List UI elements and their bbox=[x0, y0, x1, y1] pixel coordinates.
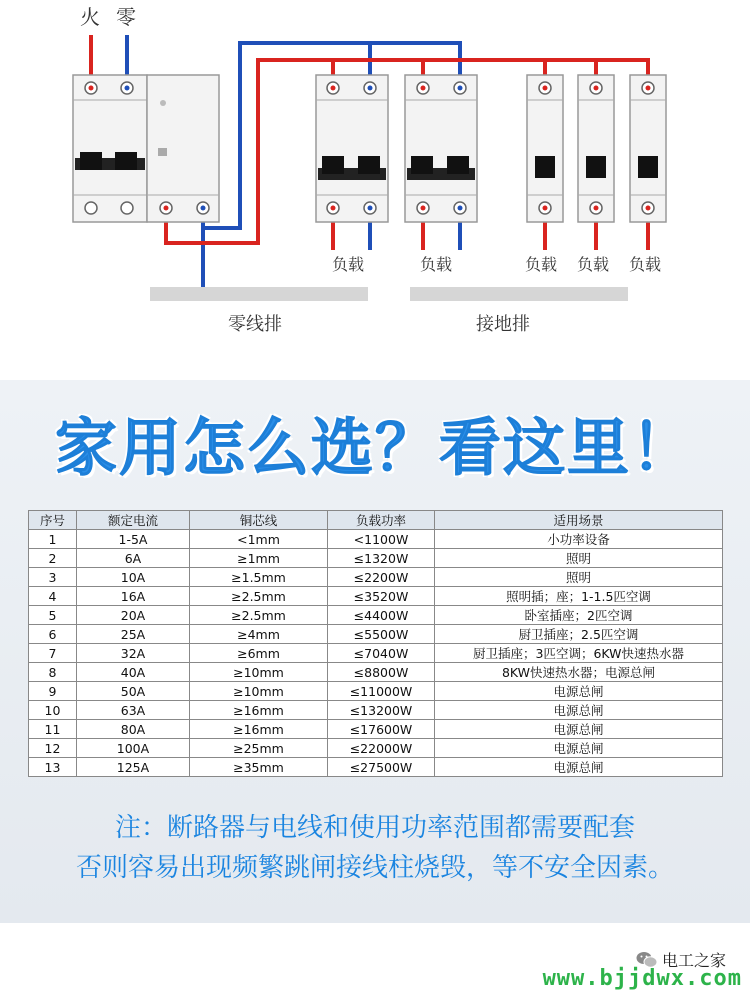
ground-busbar bbox=[410, 287, 628, 301]
ground-bar-label: 接地排 bbox=[476, 314, 530, 335]
load-label: 负载 bbox=[525, 255, 558, 274]
table-cell: ≥16mm bbox=[190, 720, 328, 739]
table-cell: 照明插；座；1-1.5匹空调 bbox=[435, 587, 723, 606]
table-cell: 125A bbox=[77, 758, 190, 777]
table-cell: ≥4mm bbox=[190, 625, 328, 644]
safety-note bbox=[0, 808, 750, 888]
live-label: 火 bbox=[80, 5, 100, 29]
table-row bbox=[29, 682, 723, 701]
main-breaker bbox=[73, 75, 147, 222]
table-cell: ≥35mm bbox=[190, 758, 328, 777]
table-cell: ≥25mm bbox=[190, 739, 328, 758]
table-cell: 100A bbox=[77, 739, 190, 758]
header-cell: 铜芯线 bbox=[190, 511, 328, 530]
table-row bbox=[29, 625, 723, 644]
table-cell: 6 bbox=[29, 625, 77, 644]
table-cell: 4 bbox=[29, 587, 77, 606]
note-line: 否则容易出现频繁跳闸接线柱烧毁，等不安全因素。 bbox=[75, 853, 674, 883]
headline: 家用怎么选？看这里！ bbox=[54, 411, 695, 484]
table-cell: 5 bbox=[29, 606, 77, 625]
table-cell: ≤8800W bbox=[328, 663, 435, 682]
header-cell: 序号 bbox=[29, 511, 77, 530]
table-cell: 8 bbox=[29, 663, 77, 682]
branch-breaker-2p bbox=[316, 75, 388, 222]
branch-breaker-2p bbox=[405, 75, 477, 222]
neutral-label: 零 bbox=[116, 5, 136, 29]
rcd-module bbox=[147, 75, 219, 222]
table-row bbox=[29, 701, 723, 720]
header-cell: 负载功率 bbox=[328, 511, 435, 530]
table-cell: 2 bbox=[29, 549, 77, 568]
note-line: 注：断路器与电线和使用功率范围都需要配套 bbox=[114, 813, 635, 843]
table-row bbox=[29, 720, 723, 739]
table-cell: 63A bbox=[77, 701, 190, 720]
table-cell: 卧室插座；2匹空调 bbox=[435, 606, 723, 625]
watermark-site: www.bjjdwx.com bbox=[542, 966, 742, 991]
table-cell: 10 bbox=[29, 701, 77, 720]
table-cell: 20A bbox=[77, 606, 190, 625]
table-cell: ≥16mm bbox=[190, 701, 328, 720]
table-cell: <1100W bbox=[328, 530, 435, 549]
table-cell: 40A bbox=[77, 663, 190, 682]
table-cell: 1-5A bbox=[77, 530, 190, 549]
wiring-diagram bbox=[0, 0, 750, 380]
table-header-row bbox=[29, 511, 723, 530]
table-row bbox=[29, 587, 723, 606]
table-cell: 厨卫插座；3匹空调；6KW快速热水器 bbox=[435, 644, 723, 663]
table-cell: 16A bbox=[77, 587, 190, 606]
table-cell: 电源总闸 bbox=[435, 720, 723, 739]
table-cell: 50A bbox=[77, 682, 190, 701]
neutral-bar-label: 零线排 bbox=[228, 314, 282, 335]
table-cell: <1mm bbox=[190, 530, 328, 549]
branch-breaker-1p bbox=[630, 75, 666, 222]
table-cell: 照明 bbox=[435, 549, 723, 568]
table-cell: ≤22000W bbox=[328, 739, 435, 758]
table-row bbox=[29, 549, 723, 568]
table-cell: ≤27500W bbox=[328, 758, 435, 777]
table-row bbox=[29, 739, 723, 758]
table-cell: 25A bbox=[77, 625, 190, 644]
table-row bbox=[29, 663, 723, 682]
table-cell: ≥1mm bbox=[190, 549, 328, 568]
table-cell: 厨卫插座；2.5匹空调 bbox=[435, 625, 723, 644]
table-row bbox=[29, 568, 723, 587]
table-row bbox=[29, 644, 723, 663]
table-cell: 11 bbox=[29, 720, 77, 739]
table-cell: 80A bbox=[77, 720, 190, 739]
table-cell: ≤2200W bbox=[328, 568, 435, 587]
table-cell: ≥10mm bbox=[190, 663, 328, 682]
table-cell: 9 bbox=[29, 682, 77, 701]
header-cell: 额定电流 bbox=[77, 511, 190, 530]
load-label: 负载 bbox=[420, 255, 453, 274]
table-cell: 13 bbox=[29, 758, 77, 777]
table-cell: ≤5500W bbox=[328, 625, 435, 644]
table-cell: ≤3520W bbox=[328, 587, 435, 606]
table-cell: ≤17600W bbox=[328, 720, 435, 739]
table-cell: 12 bbox=[29, 739, 77, 758]
table-cell: 7 bbox=[29, 644, 77, 663]
table-cell: ≤7040W bbox=[328, 644, 435, 663]
table-row bbox=[29, 606, 723, 625]
table-cell: 电源总闸 bbox=[435, 739, 723, 758]
load-label: 负载 bbox=[577, 255, 610, 274]
table-cell: ≤1320W bbox=[328, 549, 435, 568]
table-row bbox=[29, 758, 723, 777]
table-cell: ≤11000W bbox=[328, 682, 435, 701]
table-cell: 电源总闸 bbox=[435, 758, 723, 777]
table-cell: 3 bbox=[29, 568, 77, 587]
table-cell: 照明 bbox=[435, 568, 723, 587]
table-cell: 1 bbox=[29, 530, 77, 549]
branch-breaker-1p bbox=[527, 75, 563, 222]
table-cell: ≤4400W bbox=[328, 606, 435, 625]
branch-breaker-1p bbox=[578, 75, 614, 222]
table-cell: ≤13200W bbox=[328, 701, 435, 720]
header-cell: 适用场景 bbox=[435, 511, 723, 530]
table-cell: 10A bbox=[77, 568, 190, 587]
table-cell: 32A bbox=[77, 644, 190, 663]
table-cell: ≥6mm bbox=[190, 644, 328, 663]
table-cell: ≥10mm bbox=[190, 682, 328, 701]
table-cell: ≥2.5mm bbox=[190, 587, 328, 606]
table-cell: 电源总闸 bbox=[435, 682, 723, 701]
table-cell: 小功率设备 bbox=[435, 530, 723, 549]
load-label: 负载 bbox=[629, 255, 662, 274]
table-cell: 6A bbox=[77, 549, 190, 568]
brand-name: 电工之家 bbox=[661, 951, 726, 970]
load-label: 负载 bbox=[332, 255, 365, 274]
neutral-busbar bbox=[150, 287, 368, 301]
table-row bbox=[29, 530, 723, 549]
table-cell: ≥1.5mm bbox=[190, 568, 328, 587]
table-cell: 8KW快速热水器；电源总闸 bbox=[435, 663, 723, 682]
breaker-spec-table bbox=[28, 510, 723, 777]
table-cell: 电源总闸 bbox=[435, 701, 723, 720]
table-cell: ≥2.5mm bbox=[190, 606, 328, 625]
